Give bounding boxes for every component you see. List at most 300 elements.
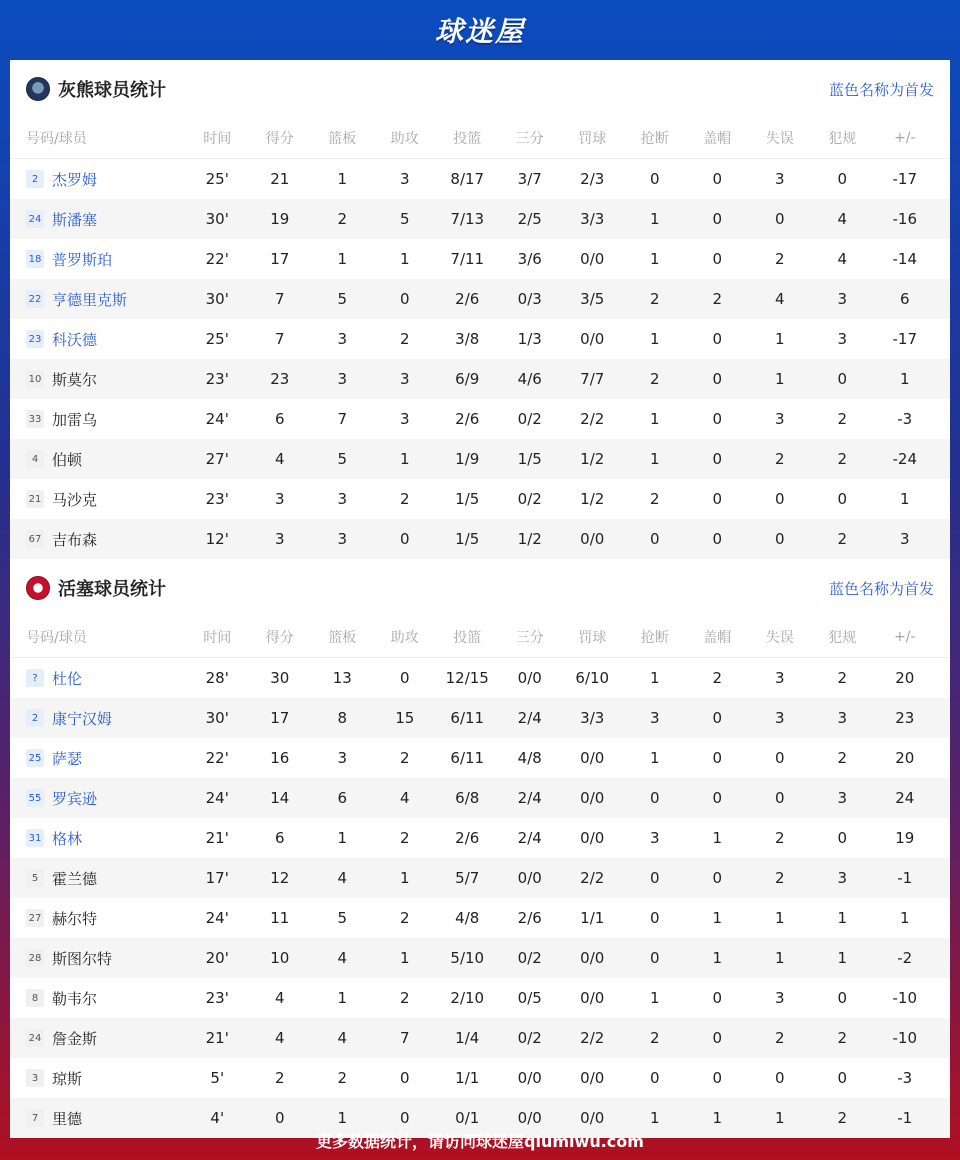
stat-assists: 3 (399, 410, 410, 428)
stat-turnovers: 2 (774, 1029, 785, 1047)
stat-blocks: 1 (712, 949, 723, 967)
stat-plus-minus: 19 (895, 829, 915, 847)
stat-field-goals: 6/11 (450, 709, 485, 727)
stat-rebounds: 1 (337, 829, 348, 847)
stat-three-pointers: 2/5 (517, 210, 542, 228)
player-name[interactable]: 斯图尔特 (52, 949, 113, 968)
column-header-row (10, 118, 950, 159)
stat-three-pointers: 0/2 (517, 1029, 542, 1047)
stat-three-pointers: 2/4 (517, 709, 542, 727)
stat-points: 4 (274, 1029, 285, 1047)
team-header (10, 559, 950, 617)
stat-assists: 2 (399, 490, 410, 508)
stat-steals: 1 (649, 989, 660, 1007)
stat-fouls: 0 (837, 829, 848, 847)
stat-rebounds: 2 (337, 1069, 348, 1087)
jersey-number-badge: 10 (26, 370, 44, 388)
stat-plus-minus: -10 (892, 1029, 917, 1047)
player-row[interactable] (10, 818, 950, 858)
column-header: 时间 (203, 630, 232, 646)
stat-fouls: 2 (837, 1029, 848, 1047)
stat-plus-minus: 6 (899, 290, 910, 308)
player-row[interactable] (10, 479, 950, 519)
jersey-number-badge: 28 (26, 949, 44, 967)
stat-blocks: 0 (712, 410, 723, 428)
jersey-number-badge: 55 (26, 789, 44, 807)
stat-points: 19 (270, 210, 290, 228)
stat-field-goals: 6/9 (455, 370, 480, 388)
stat-assists: 2 (399, 829, 410, 847)
player-name[interactable]: 普罗斯珀 (52, 250, 113, 269)
stat-minutes: 24' (205, 909, 229, 927)
stat-turnovers: 3 (774, 669, 785, 687)
stat-assists: 0 (399, 1069, 410, 1087)
stat-blocks: 1 (712, 909, 723, 927)
column-header: 投篮 (453, 630, 482, 646)
player-row[interactable] (10, 439, 950, 479)
stat-turnovers: 3 (774, 170, 785, 188)
stat-fouls: 1 (837, 909, 848, 927)
jersey-number-badge: 24 (26, 210, 44, 228)
stat-turnovers: 3 (774, 989, 785, 1007)
stat-blocks: 2 (712, 669, 723, 687)
stat-points: 6 (274, 829, 285, 847)
jersey-number-badge: 23 (26, 330, 44, 348)
stat-rebounds: 4 (337, 949, 348, 967)
stat-assists: 15 (395, 709, 415, 727)
stat-three-pointers: 2/6 (517, 909, 542, 927)
stat-plus-minus: -1 (897, 869, 913, 887)
player-cell (10, 668, 186, 689)
player-row[interactable] (10, 978, 950, 1018)
stat-plus-minus: 1 (899, 370, 910, 388)
stat-free-throws: 1/2 (580, 450, 605, 468)
stat-points: 7 (274, 290, 285, 308)
stat-turnovers: 2 (774, 829, 785, 847)
stat-turnovers: 4 (774, 290, 785, 308)
stat-fouls: 0 (837, 490, 848, 508)
stat-field-goals: 1/5 (455, 490, 480, 508)
stat-free-throws: 3/3 (580, 709, 605, 727)
stat-three-pointers: 0/0 (517, 1069, 542, 1087)
stat-free-throws: 0/0 (580, 949, 605, 967)
stat-steals: 0 (649, 530, 660, 548)
stat-blocks: 0 (712, 450, 723, 468)
stat-points: 16 (270, 749, 290, 767)
stat-steals: 0 (649, 1069, 660, 1087)
stat-steals: 1 (649, 749, 660, 767)
stat-plus-minus: -3 (897, 410, 913, 428)
stat-rebounds: 1 (337, 170, 348, 188)
stat-free-throws: 0/0 (580, 250, 605, 268)
player-row[interactable] (10, 898, 950, 938)
player-row[interactable] (10, 319, 950, 359)
player-cell (10, 868, 186, 889)
footer-banner[interactable]: 更多数据统计，请访问球迷屋qiumiwu.com (316, 1131, 644, 1151)
stat-minutes: 30' (205, 210, 229, 228)
stat-three-pointers: 0/5 (517, 989, 542, 1007)
jersey-number-badge: 25 (26, 749, 44, 767)
jersey-number-badge: 5 (26, 869, 44, 887)
stat-minutes: 21' (205, 829, 229, 847)
player-name[interactable]: 马沙克 (52, 490, 98, 509)
stat-points: 3 (274, 490, 285, 508)
player-row[interactable] (10, 1058, 950, 1098)
stat-turnovers: 3 (774, 709, 785, 727)
stat-rebounds: 6 (337, 789, 348, 807)
stat-free-throws: 0/0 (580, 530, 605, 548)
player-name[interactable]: 琼斯 (52, 1069, 83, 1088)
stat-minutes: 28' (205, 669, 229, 687)
stat-rebounds: 4 (337, 869, 348, 887)
stat-field-goals: 2/6 (455, 829, 480, 847)
column-header: 助攻 (390, 131, 419, 147)
stat-free-throws: 1/1 (580, 909, 605, 927)
jersey-number-badge: 7 (26, 1109, 44, 1127)
stat-minutes: 20' (205, 949, 229, 967)
stat-rebounds: 13 (332, 669, 352, 687)
column-header: 助攻 (390, 630, 419, 646)
stat-points: 4 (274, 450, 285, 468)
jersey-number-badge: 21 (26, 490, 44, 508)
stat-free-throws: 7/7 (580, 370, 605, 388)
stat-minutes: 24' (205, 410, 229, 428)
stat-fouls: 2 (837, 669, 848, 687)
player-cell (10, 908, 186, 929)
grizzlies-logo-icon (26, 77, 50, 101)
stat-fouls: 0 (837, 370, 848, 388)
stat-turnovers: 0 (774, 789, 785, 807)
player-cell (10, 169, 186, 190)
stat-three-pointers: 1/3 (517, 330, 542, 348)
stat-field-goals: 1/4 (455, 1029, 480, 1047)
stat-fouls: 1 (837, 949, 848, 967)
stat-blocks: 0 (712, 170, 723, 188)
stat-steals: 0 (649, 170, 660, 188)
stat-free-throws: 0/0 (580, 1109, 605, 1127)
player-row[interactable] (10, 199, 950, 239)
stat-minutes: 23' (205, 370, 229, 388)
player-cell (10, 209, 186, 230)
jersey-number-badge: 18 (26, 250, 44, 268)
stat-steals: 0 (649, 949, 660, 967)
player-cell (10, 788, 186, 809)
stat-assists: 2 (399, 749, 410, 767)
stat-assists: 1 (399, 949, 410, 967)
stat-blocks: 0 (712, 530, 723, 548)
stat-field-goals: 3/8 (455, 330, 480, 348)
column-header: +/- (894, 629, 916, 645)
team-section (10, 559, 950, 1138)
player-name[interactable]: 斯莫尔 (52, 370, 98, 389)
stat-fouls: 2 (837, 749, 848, 767)
stat-assists: 0 (399, 1109, 410, 1127)
jersey-number-badge: 67 (26, 530, 44, 548)
player-name[interactable]: 勒韦尔 (52, 989, 98, 1008)
stat-three-pointers: 0/2 (517, 410, 542, 428)
jersey-number-badge: 22 (26, 290, 44, 308)
player-row[interactable] (10, 359, 950, 399)
stat-fouls: 2 (837, 450, 848, 468)
stat-points: 30 (270, 669, 290, 687)
player-name[interactable]: 康宁汉姆 (52, 709, 113, 728)
stat-assists: 1 (399, 869, 410, 887)
stat-field-goals: 12/15 (445, 669, 489, 687)
player-row[interactable] (10, 938, 950, 978)
jersey-number-badge: 8 (26, 989, 44, 1007)
player-row[interactable] (10, 1018, 950, 1058)
player-cell (10, 489, 186, 510)
column-header: 号码/球员 (26, 630, 87, 646)
stat-minutes: 27' (205, 450, 229, 468)
stat-field-goals: 1/1 (455, 1069, 480, 1087)
stat-minutes: 25' (205, 170, 229, 188)
starter-note: 蓝色名称为首发 (828, 80, 934, 99)
stat-free-throws: 1/2 (580, 490, 605, 508)
stat-free-throws: 3/5 (580, 290, 605, 308)
player-name[interactable]: 杜伦 (52, 669, 83, 688)
column-header: 犯规 (828, 630, 857, 646)
player-row[interactable] (10, 778, 950, 818)
player-cell (10, 1028, 186, 1049)
player-name[interactable]: 科沃德 (52, 330, 98, 349)
player-cell (10, 948, 186, 969)
column-header: 三分 (515, 630, 544, 646)
stat-free-throws: 0/0 (580, 330, 605, 348)
stat-three-pointers: 0/2 (517, 490, 542, 508)
brand-logo: 球迷屋 (434, 15, 525, 48)
column-header: 罚球 (578, 131, 607, 147)
column-header: 得分 (265, 131, 294, 147)
stat-assists: 7 (399, 1029, 410, 1047)
player-name[interactable]: 詹金斯 (52, 1029, 98, 1048)
stat-rebounds: 1 (337, 989, 348, 1007)
team-header (10, 60, 950, 118)
stat-plus-minus: 24 (895, 789, 915, 807)
stat-blocks: 0 (712, 749, 723, 767)
stat-fouls: 4 (837, 250, 848, 268)
stat-free-throws: 2/2 (580, 1029, 605, 1047)
stat-steals: 1 (649, 210, 660, 228)
player-row[interactable] (10, 738, 950, 778)
stat-free-throws: 6/10 (575, 669, 610, 687)
player-cell (10, 988, 186, 1009)
stat-points: 14 (270, 789, 290, 807)
jersey-number-badge: 33 (26, 410, 44, 428)
column-header: 篮板 (328, 630, 357, 646)
column-header: 得分 (265, 630, 294, 646)
jersey-number-badge: 27 (26, 909, 44, 927)
stat-three-pointers: 0/0 (517, 869, 542, 887)
stat-assists: 4 (399, 789, 410, 807)
player-row[interactable] (10, 858, 950, 898)
stat-steals: 2 (649, 1029, 660, 1047)
stat-rebounds: 1 (337, 250, 348, 268)
stat-rebounds: 5 (337, 290, 348, 308)
player-cell (10, 409, 186, 430)
stat-rebounds: 8 (337, 709, 348, 727)
stat-steals: 1 (649, 1109, 660, 1127)
stat-fouls: 2 (837, 1109, 848, 1127)
stat-rebounds: 5 (337, 909, 348, 927)
stat-field-goals: 2/6 (455, 290, 480, 308)
player-row[interactable] (10, 399, 950, 439)
stat-minutes: 23' (205, 490, 229, 508)
stat-steals: 2 (649, 370, 660, 388)
player-name[interactable]: 加雷乌 (52, 410, 98, 429)
stat-blocks: 0 (712, 989, 723, 1007)
stat-fouls: 2 (837, 530, 848, 548)
jersey-number-badge: 3 (26, 1069, 44, 1087)
stat-steals: 0 (649, 869, 660, 887)
team-title: 活塞球员统计 (58, 579, 166, 600)
stat-turnovers: 2 (774, 250, 785, 268)
player-cell (10, 289, 186, 310)
stat-plus-minus: -3 (897, 1069, 913, 1087)
stat-rebounds: 3 (337, 330, 348, 348)
page-header (0, 0, 960, 60)
column-header: 篮板 (328, 131, 357, 147)
stat-turnovers: 0 (774, 490, 785, 508)
stat-field-goals: 1/5 (455, 530, 480, 548)
stat-turnovers: 0 (774, 210, 785, 228)
column-header: 抢断 (640, 131, 669, 147)
player-cell (10, 249, 186, 270)
stat-plus-minus: -17 (892, 170, 917, 188)
team-section (10, 60, 950, 559)
stat-minutes: 30' (205, 709, 229, 727)
player-row[interactable] (10, 698, 950, 738)
stat-steals: 3 (649, 829, 660, 847)
stat-three-pointers: 0/0 (517, 1109, 542, 1127)
stat-fouls: 0 (837, 989, 848, 1007)
stat-fouls: 3 (837, 869, 848, 887)
stat-three-pointers: 0/3 (517, 290, 542, 308)
stat-field-goals: 0/1 (455, 1109, 480, 1127)
column-header: 盖帽 (703, 630, 732, 646)
stat-field-goals: 5/10 (450, 949, 485, 967)
stat-assists: 0 (399, 530, 410, 548)
player-row[interactable] (10, 239, 950, 279)
player-row[interactable] (10, 279, 950, 319)
stat-fouls: 3 (837, 290, 848, 308)
player-name[interactable]: 吉布森 (52, 530, 98, 549)
stat-minutes: 24' (205, 789, 229, 807)
player-row[interactable] (10, 658, 950, 698)
player-name[interactable]: 罗宾逊 (52, 789, 98, 808)
player-name[interactable]: 赫尔特 (52, 909, 98, 928)
stat-blocks: 1 (712, 1109, 723, 1127)
stat-minutes: 12' (205, 530, 229, 548)
stat-three-pointers: 2/4 (517, 789, 542, 807)
stat-three-pointers: 1/5 (517, 450, 542, 468)
stat-plus-minus: -17 (892, 330, 917, 348)
stat-plus-minus: -14 (892, 250, 917, 268)
stat-minutes: 23' (205, 989, 229, 1007)
stat-fouls: 0 (837, 170, 848, 188)
stat-field-goals: 5/7 (455, 869, 480, 887)
player-row[interactable] (10, 519, 950, 559)
stat-free-throws: 0/0 (580, 989, 605, 1007)
stat-plus-minus: -24 (892, 450, 917, 468)
stat-fouls: 4 (837, 210, 848, 228)
stat-minutes: 22' (205, 250, 229, 268)
team-title: 灰熊球员统计 (58, 80, 166, 101)
stat-turnovers: 2 (774, 869, 785, 887)
stat-rebounds: 3 (337, 749, 348, 767)
player-name[interactable]: 斯潘塞 (52, 210, 98, 229)
stat-fouls: 3 (837, 330, 848, 348)
stat-steals: 1 (649, 410, 660, 428)
stat-turnovers: 1 (774, 330, 785, 348)
column-header: 时间 (203, 131, 232, 147)
stats-panel (10, 60, 950, 1128)
stat-plus-minus: 1 (899, 490, 910, 508)
stat-free-throws: 2/3 (580, 170, 605, 188)
player-row[interactable] (10, 159, 950, 199)
stat-field-goals: 8/17 (450, 170, 485, 188)
column-header-row (10, 617, 950, 658)
stat-points: 10 (270, 949, 290, 967)
stat-assists: 3 (399, 170, 410, 188)
column-header: 三分 (515, 131, 544, 147)
stat-rebounds: 5 (337, 450, 348, 468)
stat-steals: 1 (649, 450, 660, 468)
stat-plus-minus: 20 (895, 749, 915, 767)
player-name[interactable]: 杰罗姆 (52, 170, 98, 189)
stat-assists: 5 (399, 210, 410, 228)
player-name[interactable]: 亨德里克斯 (52, 290, 128, 309)
stat-minutes: 5' (210, 1069, 225, 1087)
player-name[interactable]: 萨瑟 (52, 749, 83, 768)
stat-fouls: 3 (837, 789, 848, 807)
stat-rebounds: 3 (337, 490, 348, 508)
player-cell (10, 529, 186, 550)
stat-turnovers: 2 (774, 450, 785, 468)
stat-fouls: 0 (837, 1069, 848, 1087)
stat-turnovers: 0 (774, 1069, 785, 1087)
stat-minutes: 25' (205, 330, 229, 348)
column-header: +/- (894, 130, 916, 146)
stat-blocks: 0 (712, 869, 723, 887)
stat-points: 12 (270, 869, 290, 887)
stat-free-throws: 0/0 (580, 829, 605, 847)
stat-minutes: 4' (210, 1109, 225, 1127)
player-name[interactable]: 格林 (52, 829, 83, 848)
stat-points: 17 (270, 709, 290, 727)
player-name[interactable]: 里德 (52, 1109, 83, 1128)
stat-three-pointers: 0/2 (517, 949, 542, 967)
stat-steals: 1 (649, 330, 660, 348)
stat-plus-minus: -1 (897, 1109, 913, 1127)
stat-turnovers: 0 (774, 530, 785, 548)
player-name[interactable]: 伯顿 (52, 450, 83, 469)
stat-minutes: 17' (205, 869, 229, 887)
stat-points: 21 (270, 170, 290, 188)
stat-three-pointers: 4/8 (517, 749, 542, 767)
player-name[interactable]: 霍兰德 (52, 869, 98, 888)
player-cell (10, 1068, 186, 1089)
player-cell (10, 708, 186, 729)
stat-points: 4 (274, 989, 285, 1007)
jersey-number-badge: ? (26, 669, 44, 687)
stat-points: 7 (274, 330, 285, 348)
stat-assists: 1 (399, 250, 410, 268)
stat-minutes: 30' (205, 290, 229, 308)
stat-free-throws: 2/2 (580, 869, 605, 887)
stat-assists: 2 (399, 330, 410, 348)
column-header: 犯规 (828, 131, 857, 147)
